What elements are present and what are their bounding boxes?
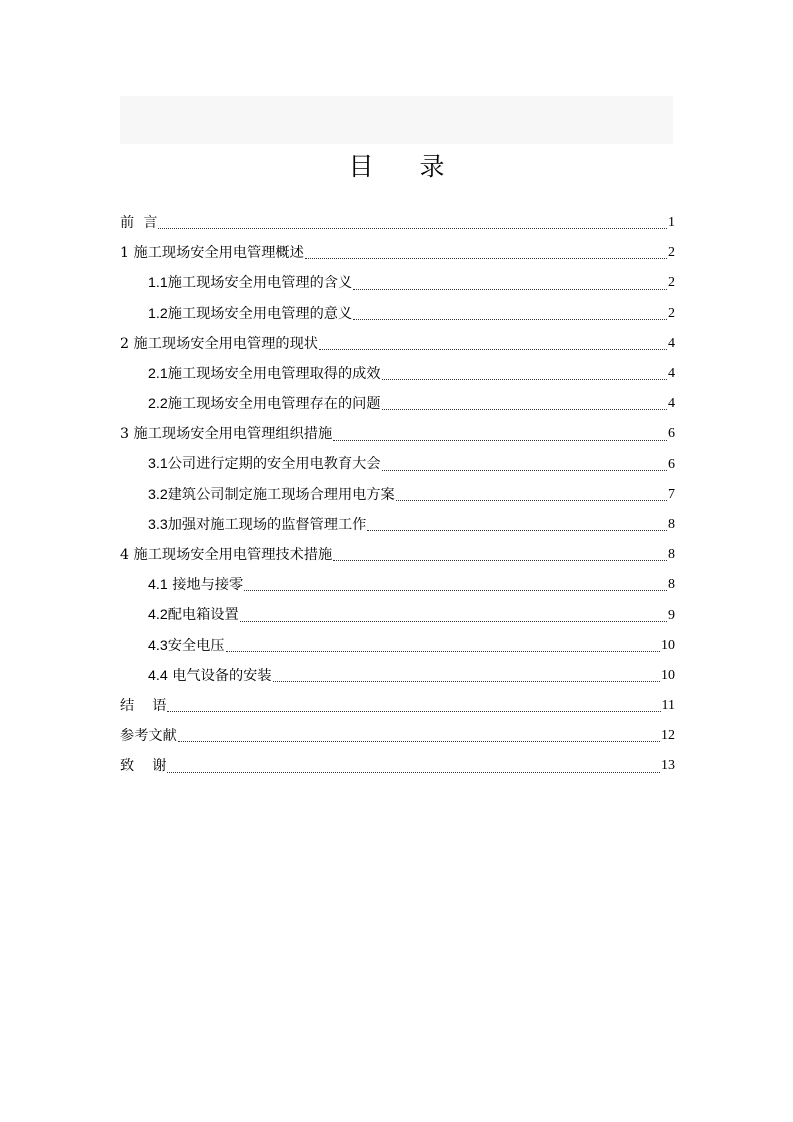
title-char-1: 目: [348, 152, 374, 181]
toc-entry[interactable]: [120, 721, 675, 751]
dot-leader: [396, 500, 667, 501]
toc-entry[interactable]: [120, 600, 675, 630]
table-of-contents: [120, 208, 675, 782]
toc-entry[interactable]: [120, 299, 675, 329]
dot-leader: [226, 651, 661, 652]
dot-leader: [158, 228, 667, 229]
toc-entry[interactable]: [120, 570, 675, 600]
toc-entry-text: 施工现场安全用电管理组织措施: [133, 426, 333, 443]
toc-entry-number: 3.3: [148, 516, 168, 533]
toc-entry[interactable]: [120, 631, 675, 661]
dot-leader: [382, 409, 667, 410]
toc-entry-number: 4.2: [148, 607, 168, 624]
toc-entry-text: 电气设备的安装: [167, 667, 272, 684]
toc-entry-page-number: 10: [661, 667, 675, 683]
toc-entry[interactable]: [120, 480, 675, 510]
dot-leader: [367, 530, 667, 531]
toc-entry-text: 施工现场安全用电管理的意义: [167, 305, 353, 322]
toc-entry-text: 建筑公司制定施工现场合理用电方案: [167, 486, 395, 503]
title-char-2: 录: [419, 152, 445, 181]
toc-entry-text: 施工现场安全用电管理存在的问题: [167, 396, 381, 413]
toc-entry-page-number: 4: [668, 396, 675, 412]
toc-entry[interactable]: [120, 540, 675, 570]
toc-entry-page-number: 2: [668, 245, 675, 261]
toc-entry-page-number: 8: [668, 577, 675, 593]
toc-entry-page-number: 7: [668, 486, 675, 502]
toc-entry[interactable]: [120, 389, 675, 419]
toc-entry[interactable]: [120, 450, 675, 480]
toc-entry-page-number: 4: [668, 335, 675, 351]
toc-entry-number: 1: [120, 245, 134, 262]
toc-entry-number: 1.2: [148, 305, 168, 322]
toc-entry-text: 接地与接零: [167, 577, 244, 594]
dot-leader: [273, 681, 660, 682]
dot-leader: [167, 772, 660, 773]
toc-entry-text: 结 语: [120, 697, 167, 714]
toc-entry-number: 2.2: [148, 396, 168, 413]
toc-entry[interactable]: [120, 329, 675, 359]
toc-entry[interactable]: [120, 238, 675, 268]
toc-entry-page-number: 2: [668, 305, 675, 321]
toc-entry-number: 4.1: [148, 577, 168, 594]
toc-entry-text: 施工现场安全用电管理概述: [133, 245, 304, 262]
dot-leader: [244, 590, 667, 591]
toc-entry-number: 2: [120, 335, 134, 352]
toc-entry[interactable]: [120, 359, 675, 389]
page-title: [0, 147, 793, 183]
toc-entry-text: 安全电压: [167, 637, 225, 654]
toc-entry-text: 加强对施工现场的监督管理工作: [167, 516, 367, 533]
toc-entry-page-number: 13: [661, 758, 675, 774]
dot-leader: [333, 560, 667, 561]
dot-leader: [382, 470, 667, 471]
toc-entry-text: 施工现场安全用电管理取得的成效: [167, 365, 381, 382]
toc-entry-page-number: 6: [668, 456, 675, 472]
toc-entry-number: 2.1: [148, 365, 168, 382]
toc-entry-number: 1.1: [148, 275, 168, 292]
toc-entry-number: 3.2: [148, 486, 168, 503]
header-area: [120, 96, 673, 144]
dot-leader: [353, 319, 667, 320]
toc-entry-page-number: 9: [668, 607, 675, 623]
toc-entry-page-number: 2: [668, 275, 675, 291]
toc-entry-page-number: 8: [668, 547, 675, 563]
toc-entry-text: 参考文献: [120, 728, 177, 745]
toc-entry-number: 4.3: [148, 637, 168, 654]
toc-entry-page-number: 10: [661, 637, 675, 653]
toc-entry-text: 公司进行定期的安全用电教育大会: [167, 456, 381, 473]
toc-entry-text: 施工现场安全用电管理的含义: [167, 275, 353, 292]
dot-leader: [240, 621, 667, 622]
toc-entry-text: 配电箱设置: [167, 607, 239, 624]
toc-entry-text: 前 言: [120, 214, 158, 231]
toc-entry-text: 施工现场安全用电管理的现状: [133, 335, 318, 352]
toc-entry[interactable]: [120, 751, 675, 781]
toc-entry-page-number: 8: [668, 516, 675, 532]
dot-leader: [319, 349, 667, 350]
dot-leader: [167, 711, 660, 712]
toc-entry-page-number: 6: [668, 426, 675, 442]
toc-entry[interactable]: [120, 268, 675, 298]
dot-leader: [353, 289, 667, 290]
dot-leader: [382, 379, 667, 380]
toc-entry-page-number: 11: [661, 698, 675, 714]
toc-entry-text: 致 谢: [120, 758, 167, 775]
toc-entry[interactable]: [120, 661, 675, 691]
toc-entry[interactable]: [120, 208, 675, 238]
toc-entry-number: 3.1: [148, 456, 168, 473]
toc-entry-number: 4.4: [148, 667, 168, 684]
dot-leader: [333, 440, 667, 441]
dot-leader: [305, 258, 667, 259]
toc-entry[interactable]: [120, 419, 675, 449]
toc-entry-number: 3: [120, 426, 134, 443]
toc-entry[interactable]: [120, 510, 675, 540]
toc-entry-text: 施工现场安全用电管理技术措施: [133, 547, 333, 564]
toc-entry-page-number: 12: [661, 728, 675, 744]
dot-leader: [178, 741, 660, 742]
toc-entry-page-number: 4: [668, 366, 675, 382]
toc-entry-page-number: 1: [668, 215, 675, 231]
toc-entry[interactable]: [120, 691, 675, 721]
toc-entry-number: 4: [120, 547, 134, 564]
